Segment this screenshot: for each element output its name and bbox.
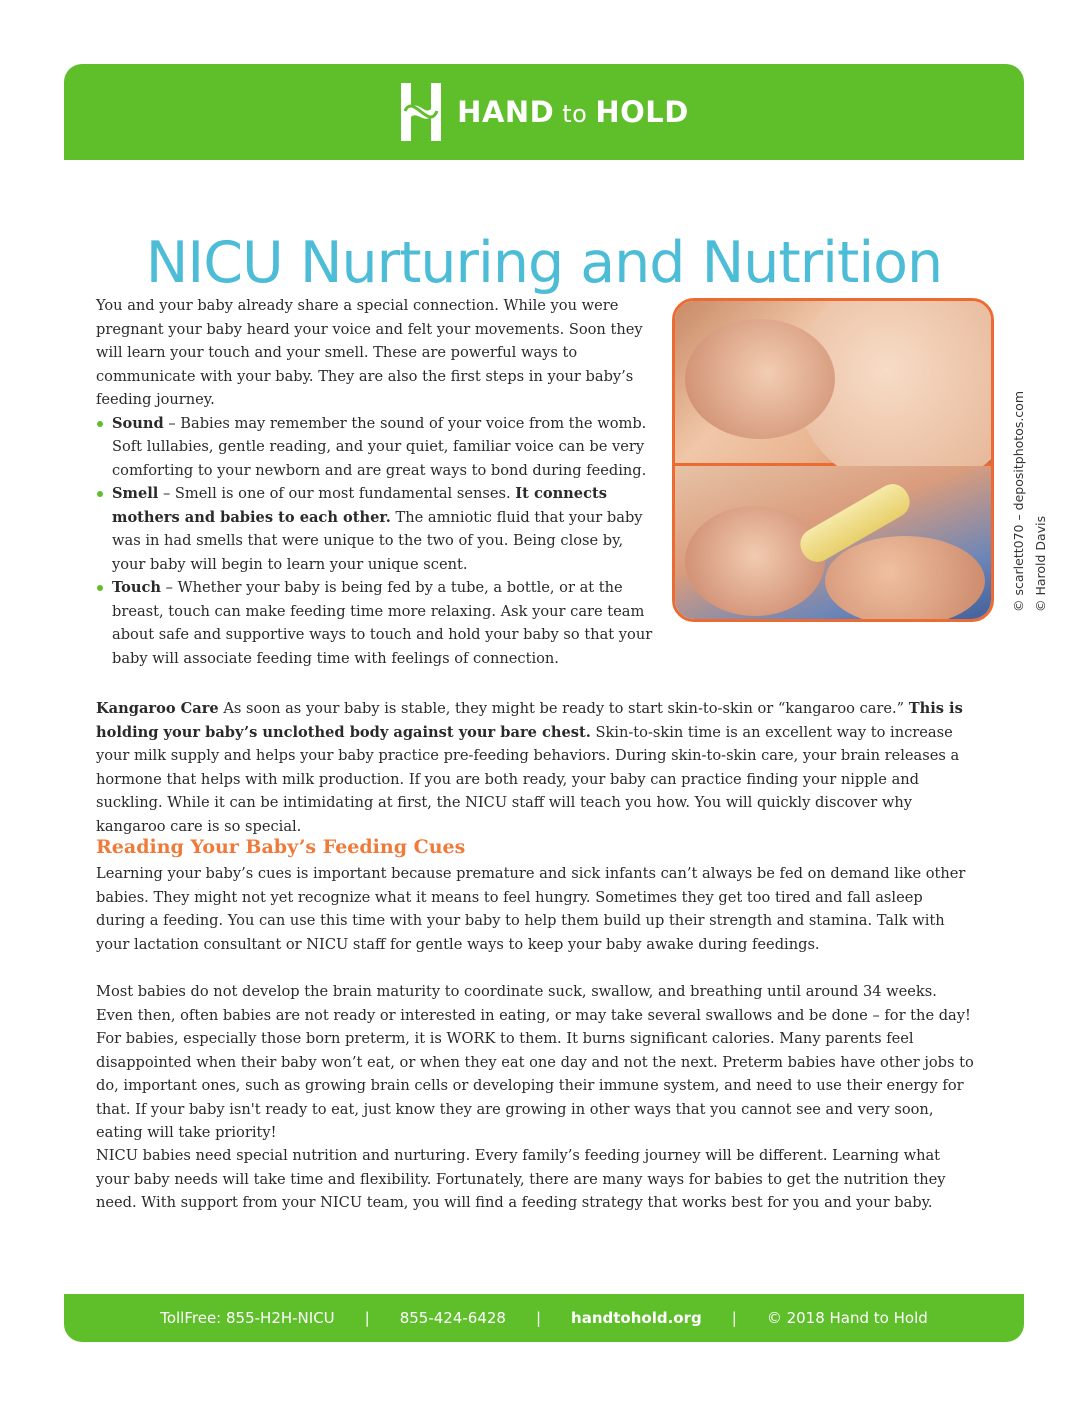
page-title: NICU Nurturing and Nutrition: [145, 230, 943, 297]
footer-phone: 855-424-6428: [399, 1309, 506, 1327]
bullet-term: Touch: [112, 579, 162, 596]
brand-name: [457, 95, 689, 129]
bullet-text: The amniotic fluid that your baby was in had smells that were unique to the two of you. Being close by, your baby will begin to learn your unique scent.: [112, 508, 643, 573]
feeding-photo: [672, 298, 994, 622]
footer-website-link[interactable]: handtohold.org: [571, 1309, 702, 1327]
footer-copyright: © 2018 Hand to Hold: [766, 1309, 928, 1327]
bullet-term: Sound: [112, 414, 164, 432]
section-heading: Reading Your Baby’s Feeding Cues: [96, 836, 466, 858]
list-item-touch: [96, 576, 656, 670]
brand-hold: HOLD: [595, 95, 689, 129]
kangaroo-text: As soon as your baby is stable, they might be ready to start skin-to-skin or “kangaroo care.”: [218, 700, 909, 717]
footer-tollfree: TollFree: 855-H2H-NICU: [160, 1309, 335, 1327]
kangaroo-text: Skin-to-skin time is an excellent way to increase your milk supply and helps your baby practice pre-feeding behaviors. During skin-to-skin care, your brain releases a hormone that helps with milk production. If you are both ready, your baby can practice finding your nipple and suckling. While it can be intimidating at first, the NICU staff will teach you how. You will quickly discover why kangaroo care is so special.: [96, 723, 960, 835]
footer-separator: |: [535, 1309, 542, 1327]
footer-separator: |: [364, 1309, 370, 1327]
brain-maturity-paragraph: Most babies do not develop the brain maturity to coordinate suck, swallow, and breathing until around 34 weeks. Even then, often babies are not ready or interested in eating, or may take several swallows and be done – for the day! For babies, especially those born preterm, it is WORK to them. It burns significant calories. Many parents feel disappointed when their baby won’t eat, or when they eat one day and not the next. Preterm babies have other jobs to do, important ones, such as growing brain cells or developing their immune system, and need to use their energy for that. If your baby isn't ready to eat, just know they are growing in other ways that you cannot see and very soon, eating will take priority!: [96, 983, 974, 1141]
brand-to: to: [562, 100, 588, 128]
bullet-term: Smell: [112, 485, 159, 502]
senses-list: [96, 412, 656, 671]
kangaroo-care-paragraph: [96, 697, 976, 838]
intro-paragraph: You and your baby already share a special connection. While you were pregnant your baby heard your voice and felt your movements. Soon they will learn your touch and your smell. These are powerful ways to communicate with your baby. They are also the first steps in your baby’s feeding journey.: [96, 297, 643, 408]
kangaroo-bold-text: This is holding your baby’s unclothed body against your bare chest.: [96, 700, 963, 741]
list-item-smell: [96, 482, 656, 576]
bullet-bold-text: It connects mothers and babies to each other.: [112, 485, 607, 526]
intro-section: [96, 294, 656, 670]
hand-to-hold-logo-icon: [399, 81, 443, 143]
breastfeeding-image: [675, 301, 991, 463]
photo-credit: © scarlett070 – depositphotos.com: [1011, 390, 1026, 612]
header-banner: [64, 64, 1024, 160]
bullet-text: – Babies may remember the sound of your voice from the womb. Soft lullabies, gentle reading, and your quiet, familiar voice can be very comforting to your newborn and are great ways to bond during feeding.: [112, 414, 647, 479]
bottle-feeding-image: [675, 466, 991, 622]
bullet-text: – Smell is one of our most fundamental senses.: [158, 485, 516, 502]
feeding-cues-paragraph: Learning your baby’s cues is important because premature and sick infants can’t always be fed on demand like other babies. They might not yet recognize what it means to feel hungry. Sometimes they get too tired and fall asleep during a feeding. You can use this time with your baby to help them build up their strength and stamina. Talk with your lactation consultant or NICU staff for gentle ways to keep your baby awake during feedings.: [96, 865, 966, 953]
footer-separator: |: [731, 1309, 737, 1327]
brand-hand: HAND: [457, 95, 555, 129]
nutrition-paragraph: NICU babies need special nutrition and nurturing. Every family’s feeding journey will be different. Learning what your baby needs will take time and flexibility. Fortunately, there are many ways for babies to get the nutrition they need. With support from your NICU team, you will find a feeding strategy that works best for you and your baby.: [96, 1147, 946, 1211]
kangaroo-term: Kangaroo Care: [96, 700, 219, 717]
footer-banner: [64, 1294, 1024, 1342]
photo-credit: © Harold Davis: [1033, 515, 1048, 612]
photo-credits: [1008, 391, 1052, 612]
bullet-text: – Whether your baby is being fed by a tube, a bottle, or at the breast, touch can make feeding time more relaxing. Ask your care team about safe and supportive ways to touch and hold your baby so that your baby will associate feeding time with feelings of connection.: [112, 579, 653, 667]
list-item-sound: [96, 412, 656, 483]
